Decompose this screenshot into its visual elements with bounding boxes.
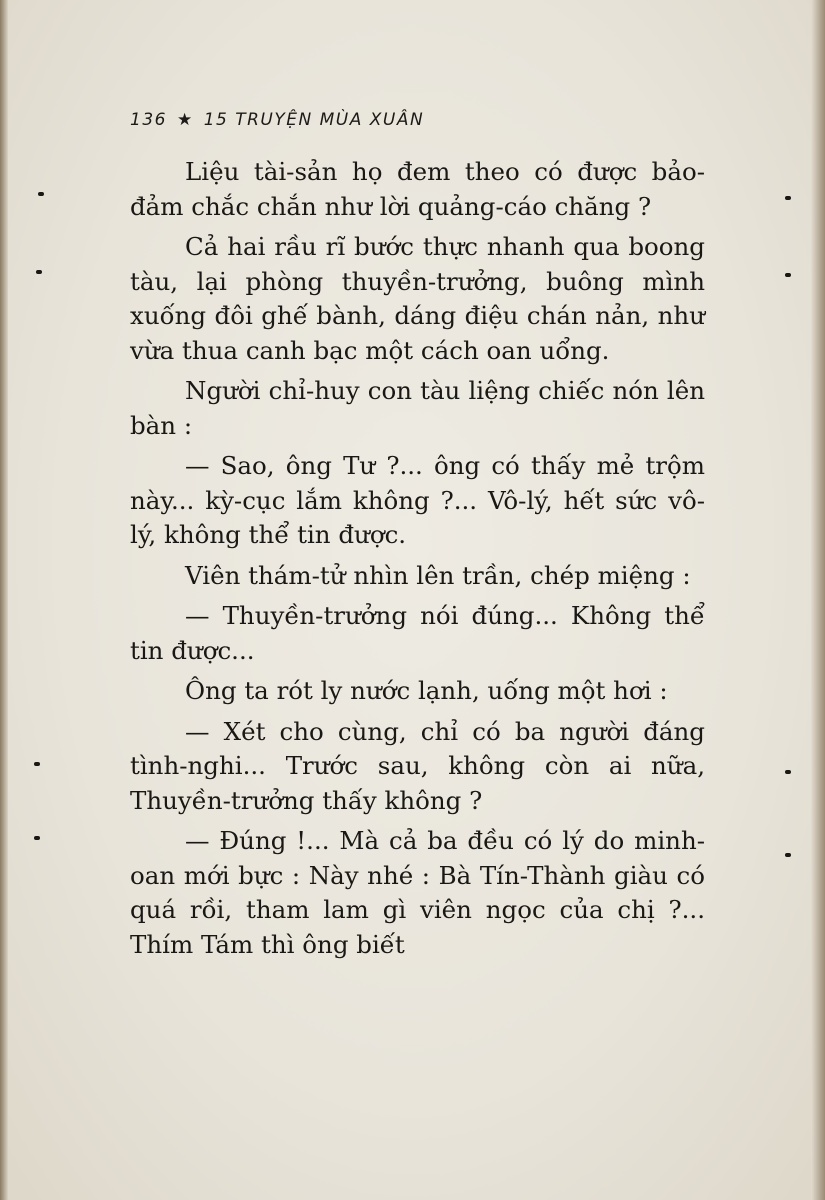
paragraph: — Sao, ông Tư ?... ông có thấy mẻ trộm này... kỳ-cục lắm không ?... Vô-lý, hết sức vô-lý, không thể tin được. — [130, 451, 705, 549]
binding-hole-mark — [38, 192, 44, 196]
binding-hole-mark — [34, 762, 40, 766]
paragraph: Cả hai rầu rĩ bước thực nhanh qua boong tàu, lại phòng thuyền-trưởng, buông mình xuống đôi ghế bành, dáng điệu chán nản, như vừa thua canh bạc một cách oan uổng. — [130, 232, 705, 365]
page-edge-right — [811, 0, 825, 1200]
binding-hole-mark — [785, 273, 791, 277]
binding-hole-mark — [785, 853, 791, 857]
paragraph: — Đúng !... Mà cả ba đều có lý do minh-oan mới bực : Này nhé : Bà Tín-Thành giàu có quá rồi, tham lam gì viên ngọc của chị ?... Thím Tám thì ông biết — [130, 826, 705, 959]
book-title: 15 TRUYỆN MÙA XUÂN — [203, 110, 425, 130]
paragraph: — Xét cho cùng, chỉ có ba người đáng tình-nghi... Trước sau, không còn ai nữa, Thuyền-trưởng thấy không ? — [130, 716, 705, 815]
paragraph: — Thuyền-trưởng nói đúng... Không thể tin được... — [130, 601, 705, 665]
page-body — [130, 155, 705, 968]
running-header — [130, 110, 424, 130]
binding-hole-mark — [34, 836, 40, 840]
paragraph: Ông ta rót ly nước lạnh, uống một hơi : — [185, 676, 668, 705]
page-number: 136 — [130, 110, 167, 130]
binding-hole-mark — [36, 270, 42, 274]
paragraph: Viên thám-tử nhìn lên trần, chép miệng : — [185, 560, 691, 590]
paragraph: Liệu tài-sản họ đem theo có được bảo-đảm chắc chắn như lời quảng-cáo chăng ? — [130, 157, 705, 221]
paragraph: Người chỉ-huy con tàu liệng chiếc nón lên bàn : — [130, 376, 705, 440]
binding-hole-mark — [785, 770, 791, 774]
page-edge-left — [0, 0, 8, 1200]
star-icon: ★ — [176, 110, 194, 130]
binding-hole-mark — [785, 196, 791, 200]
